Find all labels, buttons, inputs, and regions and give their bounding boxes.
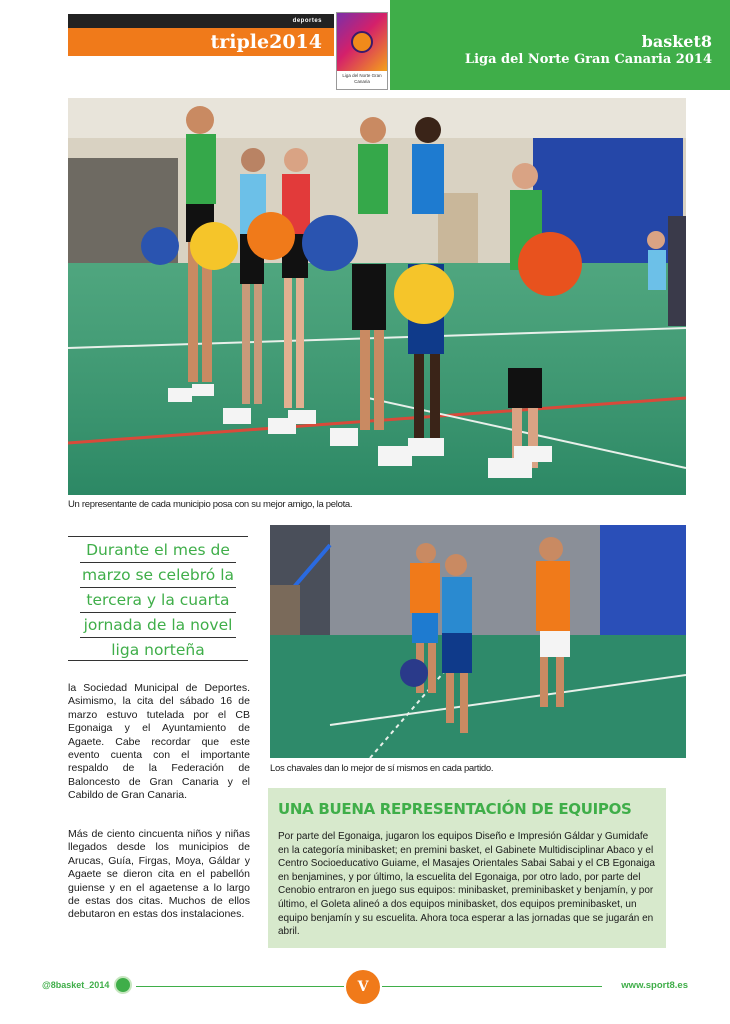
header-small-label: deportes: [292, 18, 322, 24]
globe-icon: [114, 976, 132, 994]
teams-box-title: UNA BUENA REPRESENTACIÓN DE EQUIPOS: [278, 800, 632, 818]
body-paragraph-2: Más de ciento cincuenta niños y niñas llegados desde los municipios de Arucas, Guía, Firgas, Moya, Gáldar y Agaete se dieron cita en el pabellón guiense y en el agaetense a lo largo de estas dos citas. Muchos de ellos debutaron en estas dos instalaciones.: [68, 828, 250, 921]
league-logo: [336, 12, 388, 90]
body-paragraph-1: la Sociedad Municipal de Deportes. Asimismo, la cita del sábado 16 de marzo estuvo tutelada por el CB Egonaiga y el Ayuntamiento de Agaete. Cabe recordar que este evento cuenta con el importante respaldo de la Federación de Baloncesto de Gran Canaria y el Cabildo de Gran Canaria.: [68, 682, 250, 802]
header-small-bar: [68, 14, 334, 28]
footer-rule-left: [136, 986, 344, 987]
pullquote-line: Durante el mes de: [80, 538, 236, 563]
basketball-icon: [351, 31, 373, 53]
game-photo-illustration: [270, 525, 686, 758]
pullquote-line: tercera y la cuarta: [80, 588, 236, 613]
footer-url[interactable]: www.sport8.es: [621, 980, 688, 991]
footer-handle[interactable]: @8basket_2014: [42, 980, 110, 990]
team-photo: [68, 98, 686, 495]
footer-rule-right: [382, 986, 602, 987]
team-photo-illustration: [68, 98, 686, 495]
brand-header: [390, 0, 730, 90]
photo1-caption: Un representante de cada municipio posa con su mejor amigo, la pelota.: [68, 499, 353, 510]
pullquote-line: jornada de la novel: [80, 613, 236, 638]
game-photo: [270, 525, 686, 758]
section-title: triple2014: [210, 31, 322, 53]
page-number: V: [346, 970, 380, 1004]
section-title-bar: [68, 28, 334, 56]
pullquote-line: liga norteña: [111, 641, 205, 659]
logo-text: Liga del Norte Gran Canaria: [337, 71, 387, 89]
pullquote-top-rule: [68, 536, 248, 537]
teams-box-text: Por parte del Egonaiga, jugaron los equipos Diseño e Impresión Gáldar y Gumidafe en la categoría minibasket; en premini basket, el Gabinete Multidisciplinar Abaco y el Centro Socioeducativo Guiame, el Masajes Orientales Sabai Sabai y el CB Egonaiga en benjamines, y por último, la escuelita del Egonaiga, por otro lado, por parte del Cenobio entraron en juego sus equipos: minibasket, preminibasket y benjamín, y por último, el Goleta alineó a dos equipos minibasket, dos equipos preminibasket, un equipo benjamín y su escuelita. Ahora toca esperar a las jornadas que se jugarán en abril.: [278, 831, 655, 938]
photo2-caption: Los chavales dan lo mejor de sí mismos en cada partido.: [270, 763, 494, 774]
league-name: Liga del Norte Gran Canaria 2014: [464, 52, 712, 67]
pullquote-bottom-rule: [68, 660, 248, 661]
pullquote-line: marzo se celebró la: [80, 563, 236, 588]
teams-box: [268, 788, 666, 948]
pullquote: [68, 538, 248, 662]
brand-name: basket8: [641, 32, 712, 51]
